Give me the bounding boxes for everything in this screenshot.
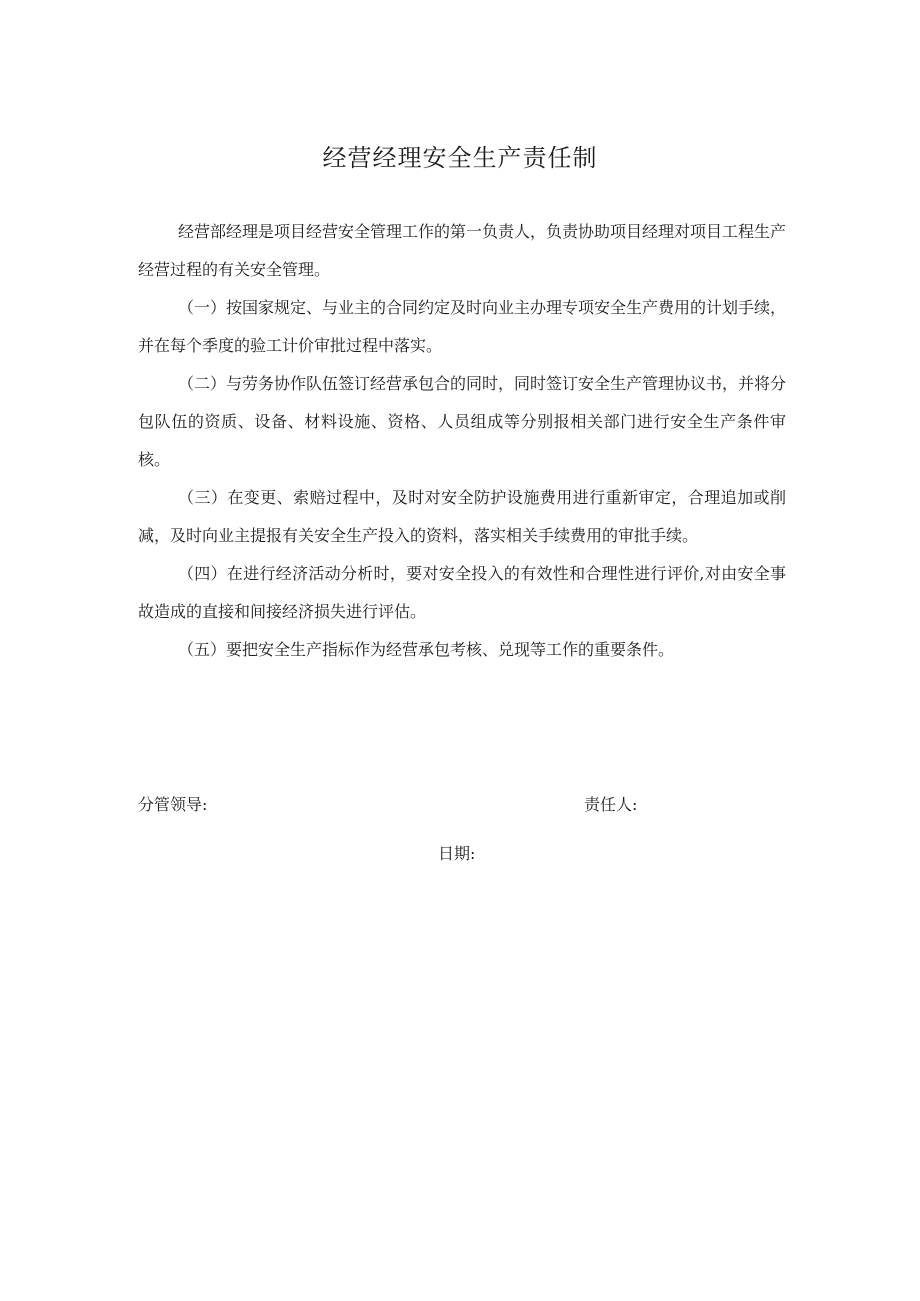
intro-paragraph: 经营部经理是项目经营安全管理工作的第一负责人，负责协助项目经理对项目工程生产经营过程的有关安全管理。 (138, 222, 787, 279)
clause-4: （四）在进行经济活动分析时，要对安全投入的有效性和合理性进行评价,对由安全事故造成的直接和间接经济损失进行评估。 (138, 564, 786, 621)
document-body (138, 213, 786, 669)
document-title: 经营经理安全生产责任制 (322, 144, 598, 172)
clause-5: （五）要把安全生产指标作为经营承包考核、兑现等工作的重要条件。 (178, 640, 675, 659)
clause-2: （二）与劳务协作队伍签订经营承包合的同时，同时签订安全生产管理协议书，并将分包队伍的资质、设备、材料设施、资格、人员组成等分别报相关部门进行安全生产条件审核。 (138, 374, 787, 469)
responsible-person-label: 责任人: (584, 795, 638, 814)
clause-3: （三）在变更、索赔过程中，及时对安全防护设施费用进行重新审定，合理追加或削减，及时向业主提报有关安全生产投入的资料，落实相关手续费用的审批手续。 (138, 488, 786, 545)
clause-1: （一）按国家规定、与业主的合同约定及时向业主办理专项安全生产费用的计划手续，并在每个季度的验工计价审批过程中落实。 (138, 298, 787, 355)
date-label: 日期: (438, 844, 476, 863)
leader-signature-label: 分管领导: (138, 795, 208, 814)
